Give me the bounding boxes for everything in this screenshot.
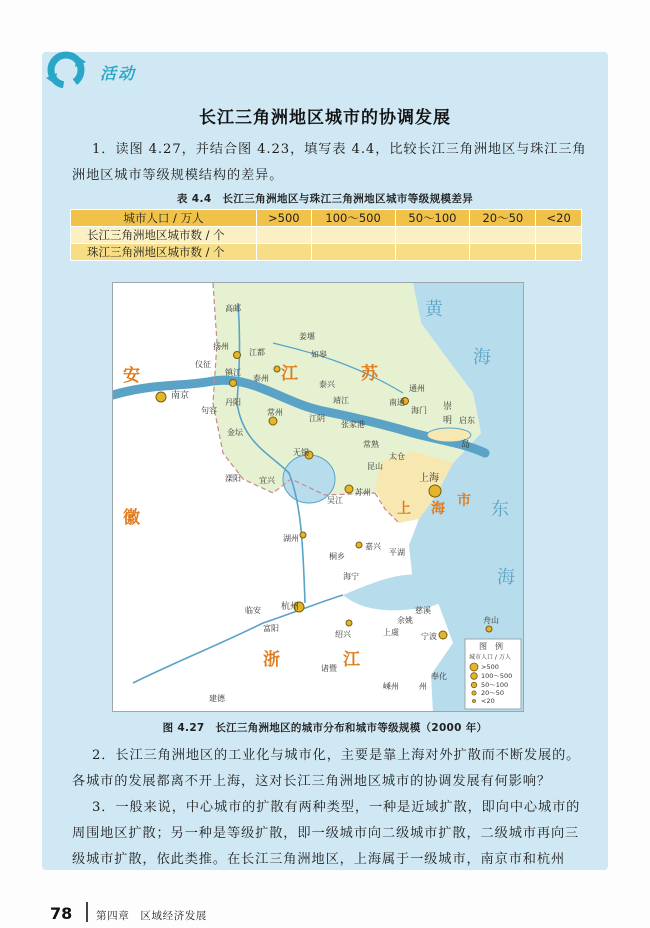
yangtze-delta-map (112, 282, 524, 712)
legend-symbol (471, 673, 478, 680)
sea-label: 东 (491, 499, 509, 520)
province-label: 徽 (123, 508, 140, 528)
legend-item: <20 (481, 697, 495, 705)
town-label: 上虞 (383, 628, 399, 637)
city-label: 常州 (267, 408, 283, 417)
town-label: 诸暨 (321, 664, 337, 673)
city-marker-zhoushan (486, 626, 492, 632)
legend-symbol (472, 691, 476, 695)
city-marker-changzhou (269, 417, 277, 425)
town-label: 张家港 (341, 420, 365, 429)
page-title: 长江三角洲地区城市的协调发展 (199, 108, 451, 128)
sea-label: 海 (497, 567, 515, 588)
table-cell-blank[interactable] (257, 244, 312, 261)
town-label: 富阳 (263, 624, 279, 633)
legend-title: 图 例 (479, 642, 503, 651)
legend-symbol (470, 663, 478, 671)
map-legend (465, 639, 521, 709)
city-label: 南通 (389, 398, 405, 407)
question-2: 2．长江三角洲地区的工业化与城市化，主要是靠上海对外扩散而不断发展的。各城市的发展都离不开上海，这对长江三角洲地区城市的协调发展有何影响？ (72, 748, 581, 789)
table-col-header: >500 (257, 210, 312, 227)
town-label: 高邮 (225, 304, 241, 313)
table-cell-blank[interactable] (536, 244, 582, 261)
town-label: 吴江 (327, 496, 343, 505)
town-label: 奉化 (431, 672, 447, 681)
city-label: 舟山 (483, 616, 499, 625)
table-col-header: 50～100 (395, 210, 470, 227)
map-caption: 图 4.27 长江三角洲地区的城市分布和城市等级规模（2000 年） (162, 722, 488, 734)
town-label: 慈溪 (415, 606, 431, 615)
town-label: 启东 (459, 416, 475, 425)
activity-cycle-icon (44, 48, 92, 90)
sea-label: 黄 (425, 299, 443, 320)
town-label: 太仓 (389, 452, 405, 461)
activity-label: 活动 (100, 64, 137, 83)
town-label: 句容 (201, 406, 217, 415)
province-label: 江 (343, 650, 360, 670)
city-marker-nanjing (156, 392, 166, 402)
town-label: 海门 (411, 406, 427, 415)
city-label: 嘉兴 (365, 542, 381, 551)
table-header-row (71, 210, 582, 227)
town-label: 溧阳 (225, 474, 241, 483)
city-label: 镇江 (225, 368, 241, 377)
city-label: 南京 (171, 391, 190, 401)
question-1: 1．读图 4.27，并结合图 4.23，填写表 4.4，比较长江三角洲地区与珠江三角洲地区城市等级规模结构的差异。 (72, 142, 587, 183)
table-cell-blank[interactable] (536, 227, 582, 244)
province-label: 江 (281, 364, 298, 384)
sea-label: 海 (473, 347, 491, 368)
city-label: 上海 (419, 473, 439, 484)
table-row (71, 244, 582, 261)
city-label: 宁波 (421, 632, 437, 641)
city-label: 无锡 (293, 448, 309, 457)
legend-item: 100～500 (481, 672, 513, 680)
town-label: 建德 (209, 694, 225, 703)
town-label: 姜堰 (299, 332, 315, 341)
island-label: 明 (443, 416, 453, 426)
town-label: 丹阳 (225, 398, 241, 407)
city-label: 苏州 (355, 488, 371, 497)
table-cell-blank[interactable] (257, 227, 312, 244)
table-col-header: 100～500 (311, 210, 395, 227)
legend-item: 50～100 (481, 681, 509, 689)
table-cell-blank[interactable] (311, 227, 395, 244)
town-label: 余姚 (397, 616, 413, 625)
province-label: 苏 (361, 364, 378, 384)
town-label: 州 (419, 682, 427, 691)
city-size-table (70, 209, 582, 261)
province-label: 安 (123, 366, 140, 386)
town-label: 靖江 (333, 396, 349, 405)
city-marker-jiaxing (356, 542, 362, 548)
city-marker-taizhou (274, 366, 280, 372)
chapter-label: 第四章 区域经济发展 (96, 910, 207, 922)
city-label: 泰州 (253, 374, 269, 383)
island-label: 岛 (461, 440, 471, 450)
table-row (71, 227, 582, 244)
town-label: 平湖 (389, 548, 405, 557)
town-label: 江阴 (309, 414, 325, 423)
city-marker-huzhou (300, 532, 306, 538)
table-cell-blank[interactable] (311, 244, 395, 261)
city-marker-zhenjiang (230, 380, 237, 387)
town-label: 金坛 (227, 428, 243, 437)
legend-item: >500 (481, 663, 499, 671)
town-label: 常熟 (363, 440, 379, 449)
town-label: 海宁 (343, 572, 359, 581)
table-row-label: 长江三角洲地区城市数 / 个 (71, 227, 257, 244)
town-label: 昆山 (367, 462, 383, 471)
table-cell-blank[interactable] (395, 227, 470, 244)
town-label: 嵊州 (383, 682, 399, 691)
page-number: 78 (50, 904, 73, 923)
table-cell-blank[interactable] (395, 244, 470, 261)
city-marker-ningbo (439, 631, 447, 639)
city-marker-yangzhou (234, 352, 241, 359)
town-label: 江都 (249, 348, 265, 357)
legend-symbol (473, 700, 476, 703)
city-marker-shanghai (429, 485, 441, 497)
city-label: 扬州 (213, 342, 229, 351)
town-label: 如皋 (311, 350, 327, 359)
town-label: 通州 (409, 384, 425, 393)
legend-subtitle: 城市人口 / 万人 (469, 654, 511, 661)
legend-symbol (471, 682, 476, 687)
table-row-label: 珠江三角洲地区城市数 / 个 (71, 244, 257, 261)
table-caption: 表 4.4 长江三角洲地区与珠江三角洲地区城市等级规模差异 (176, 193, 474, 205)
table-col-header: 20～50 (470, 210, 536, 227)
table-col-header: <20 (536, 210, 582, 227)
province-label: 市 (457, 493, 471, 509)
town-label: 宜兴 (259, 476, 275, 485)
question-3: 3．一般来说，中心城市的扩散有两种类型，一种是近域扩散，即向中心城市的周围地区扩散；另一种是等级扩散，即一级城市向二级城市扩散，二级城市再向三级城市扩散，依此类推。在长江三角洲地区，上海属于一级城市，南京市和杭州 (72, 800, 581, 867)
city-marker-shaoxing (346, 620, 352, 626)
province-label: 浙 (263, 650, 280, 670)
city-marker-suzhou (345, 485, 353, 493)
table-cell-blank[interactable] (470, 227, 536, 244)
province-label: 海 (431, 501, 445, 517)
island-label: 崇 (443, 402, 453, 412)
town-label: 泰兴 (319, 380, 335, 389)
table-header-label: 城市人口 / 万人 (71, 210, 257, 227)
province-label: 上 (397, 501, 411, 517)
city-label: 湖州 (283, 534, 299, 543)
town-label: 桐乡 (329, 552, 345, 561)
city-label: 杭州 (281, 602, 300, 612)
footer-divider (86, 902, 88, 922)
legend-item: 20～50 (481, 689, 505, 697)
town-label: 临安 (245, 606, 261, 615)
city-label: 绍兴 (335, 630, 351, 639)
table-cell-blank[interactable] (470, 244, 536, 261)
town-label: 仪征 (195, 360, 211, 369)
